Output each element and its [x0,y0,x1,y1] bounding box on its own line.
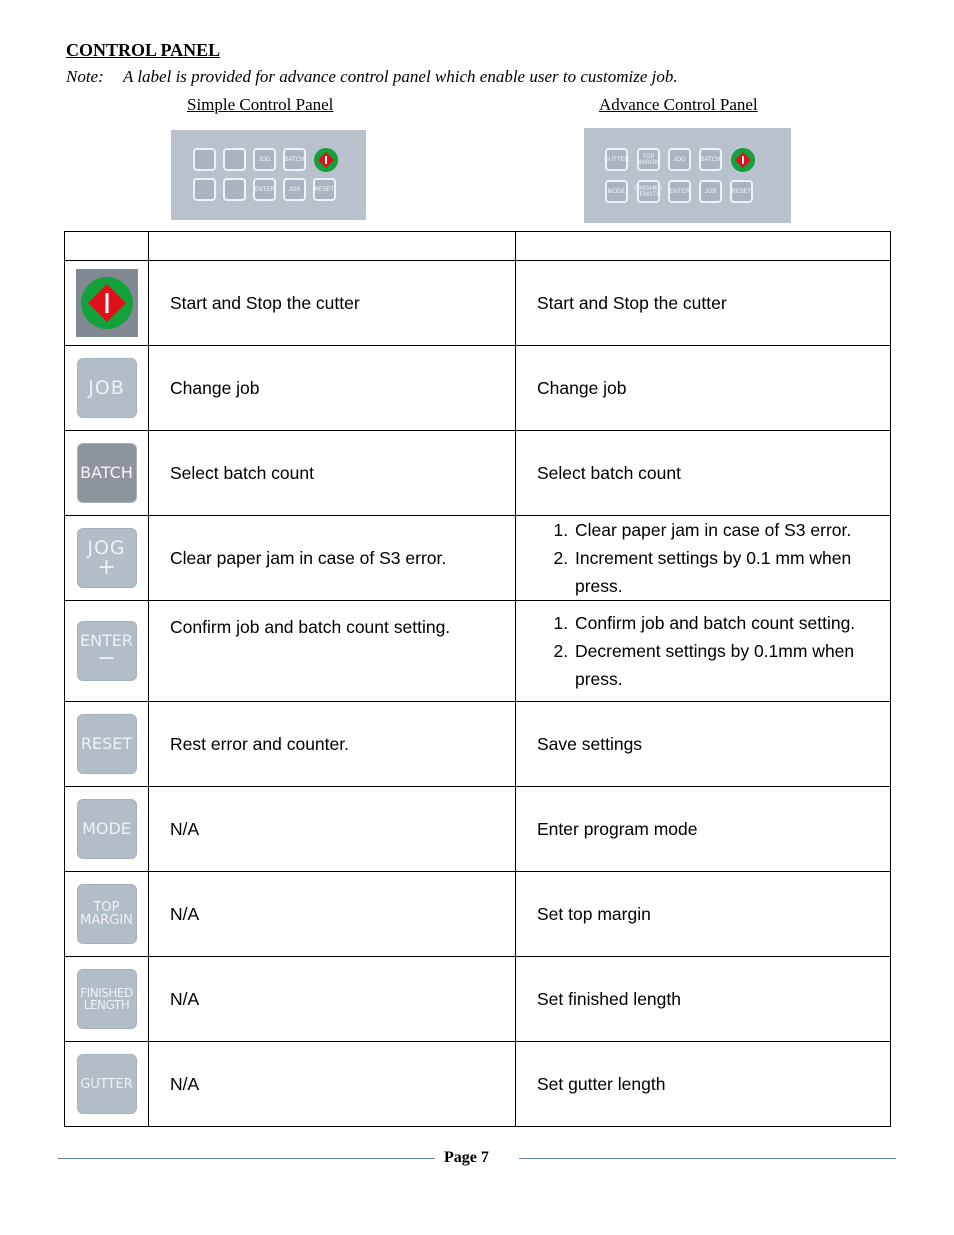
button-cell [65,787,149,872]
finished-length-button-icon: FINISHED LENGTH [77,969,137,1029]
panel-key-top-margin: TOP MARGIN [637,148,660,171]
simple-function: N/A [149,957,516,1042]
advance-function: Save settings [516,702,891,787]
advance-function [516,601,891,702]
simple-function: N/A [149,1042,516,1127]
panel-key-reset: RESET [313,178,336,201]
job-button-icon: JOB [77,358,137,418]
footer-rule [519,1158,896,1159]
simple-function: Clear paper jam in case of S3 error. [149,516,516,601]
advance-function: Set top margin [516,872,891,957]
jog-plus-button-icon: JOG + [77,528,137,588]
note [66,67,678,87]
batch-button-icon: BATCH [77,443,137,503]
simple-function: Start and Stop the cutter [149,261,516,346]
list-item: 2. Increment settings by 0.1 mm when press. [573,544,890,600]
header-cell [516,232,891,261]
enter-minus-button-icon: ENTER − [77,621,137,681]
table-row [65,261,891,346]
panel-key-jog: JOG [668,148,691,171]
simple-function: Confirm job and batch count setting. [149,601,516,702]
blank-key [193,178,216,201]
advance-panel-title: Advance Control Panel [599,95,758,114]
advance-function-list [537,516,890,600]
advance-function: Select batch count [516,431,891,516]
button-cell [65,346,149,431]
panel-key-batch: BATCH [283,148,306,171]
simple-function: N/A [149,872,516,957]
table-row [65,872,891,957]
list-item: 1. Confirm job and batch count setting. [573,609,890,637]
panel-key-gutter: GUTTER [605,148,628,171]
reset-button-icon: RESET [77,714,137,774]
section-heading: CONTROL PANEL [66,40,221,60]
button-cell [65,261,149,346]
advance-function: Set finished length [516,957,891,1042]
header-cell [149,232,516,261]
simple-function: Select batch count [149,431,516,516]
start-stop-icon [731,148,755,172]
panel-key-job: JOB [283,178,306,201]
panel-key-enter: ENTER [253,178,276,201]
start-stop-button-icon [76,269,138,337]
page-number: Page 7 [444,1149,489,1166]
button-cell [65,431,149,516]
advance-function [516,516,891,601]
header-cell [65,232,149,261]
table-row [65,702,891,787]
simple-panel-title: Simple Control Panel [187,95,334,114]
advance-function: Enter program mode [516,787,891,872]
table-row [65,601,891,702]
table-header-row [65,232,891,261]
control-panel-table [64,231,891,1127]
panel-key-jog: JOG [253,148,276,171]
panel-key-job: JOB [699,180,722,203]
button-cell [65,702,149,787]
table-row [65,787,891,872]
blank-key [193,148,216,171]
advance-function-list [537,609,890,693]
note-text: A label is provided for advance control panel which enable user to customize job. [123,67,678,86]
gutter-button-icon: GUTTER [77,1054,137,1114]
button-cell [65,957,149,1042]
simple-function: Change job [149,346,516,431]
table-row [65,1042,891,1127]
note-label: Note: [66,67,104,86]
mode-button-icon: MODE [77,799,137,859]
list-item: 2. Decrement settings by 0.1mm when press. [573,637,890,693]
list-item: 1. Clear paper jam in case of S3 error. [573,516,890,544]
blank-key [223,148,246,171]
simple-function: Rest error and counter. [149,702,516,787]
panel-key-mode: MODE [605,180,628,203]
blank-key [223,178,246,201]
panel-key-batch: BATCH [699,148,722,171]
button-cell [65,601,149,702]
table-row [65,957,891,1042]
button-cell [65,1042,149,1127]
table-row [65,431,891,516]
button-cell [65,516,149,601]
start-stop-icon [314,148,338,172]
advance-control-panel-image [584,128,791,223]
table-row [65,516,891,601]
button-cell [65,872,149,957]
simple-control-panel-image [171,130,366,220]
panel-key-enter: ENTER [668,180,691,203]
table-row [65,346,891,431]
panel-key-finished-length: FINISHED LENGTH [637,180,660,203]
advance-function: Start and Stop the cutter [516,261,891,346]
footer-rule [58,1158,435,1159]
top-margin-button-icon: TOP MARGIN [77,884,137,944]
advance-function: Set gutter length [516,1042,891,1127]
advance-function: Change job [516,346,891,431]
panel-key-reset: RESET [730,180,753,203]
simple-function: N/A [149,787,516,872]
